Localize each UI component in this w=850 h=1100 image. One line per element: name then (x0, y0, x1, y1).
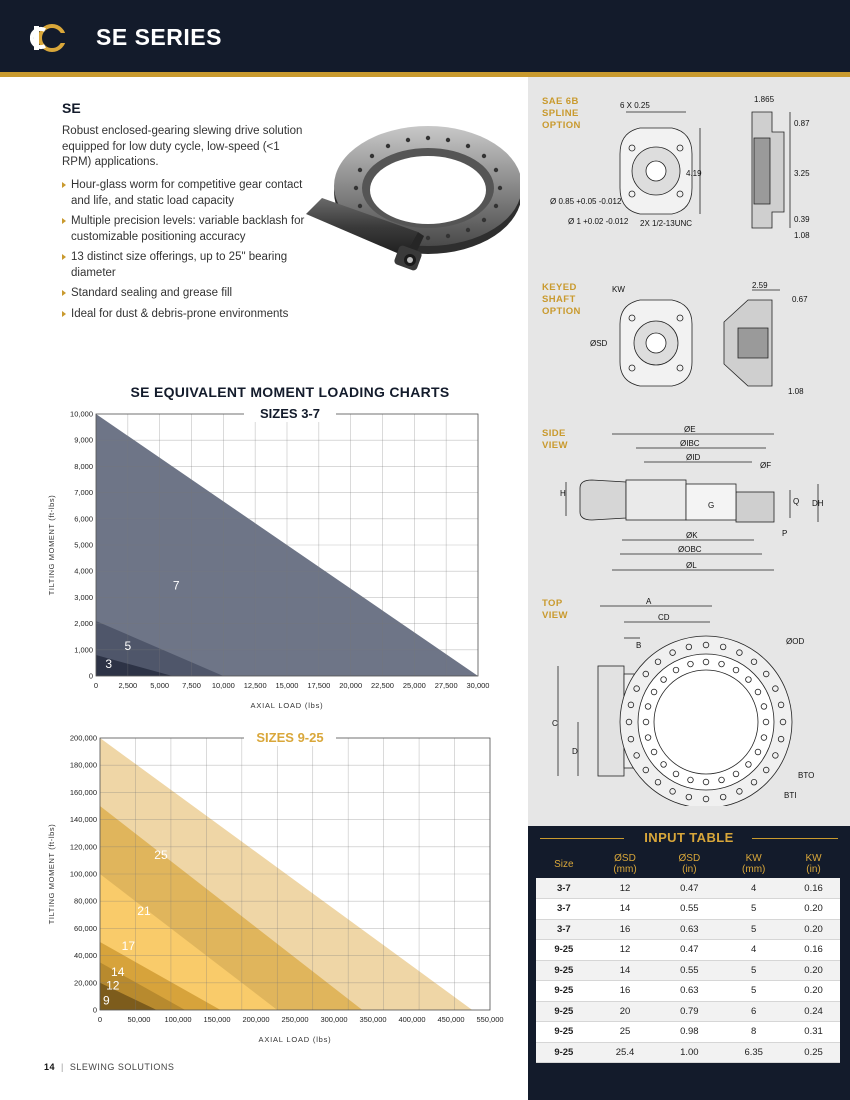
y-tick-label: 7,000 (74, 488, 93, 498)
dim-label: D (572, 747, 578, 756)
table-cell: 5 (720, 960, 787, 981)
table-cell: 9-25 (536, 960, 592, 981)
x-axis-label: AXIAL LOAD (lbs) (258, 1035, 332, 1044)
dim-label: ØIBC (680, 439, 700, 448)
dim-label: 2.59 (752, 281, 768, 290)
table-cell: 6 (720, 1001, 787, 1022)
table-cell: 0.24 (787, 1001, 840, 1022)
table-row (536, 919, 840, 940)
dim-label: ØID (686, 453, 701, 462)
table-row (536, 1001, 840, 1022)
page-number: 14 (44, 1062, 56, 1072)
column-header: KW (in) (805, 853, 822, 875)
spline-option-drawing (540, 92, 845, 242)
table-cell: 0.16 (787, 878, 840, 899)
spline-option-label: SAE 6B SPLINE OPTION (542, 96, 581, 131)
y-tick-label: 180,000 (69, 760, 97, 770)
dim-label: 1.865 (754, 95, 775, 104)
dim-label: 0.67 (792, 295, 808, 304)
dim-label: ØL (686, 561, 697, 570)
chart-title: SIZES 9-25 (256, 730, 324, 745)
dim-label: ØF (760, 461, 772, 470)
dim-label: P (782, 529, 788, 538)
series-label-9: 9 (103, 993, 110, 1008)
table-cell: 0.55 (658, 899, 720, 920)
table-cell: 0.98 (658, 1022, 720, 1043)
table-cell: 8 (720, 1022, 787, 1043)
dim-label: BTI (784, 791, 797, 800)
y-axis-label: TILTING MOMENT (ft-lbs) (47, 823, 56, 925)
table-cell: 0.20 (787, 919, 840, 940)
x-tick-label: 27,500 (434, 681, 458, 690)
dim-label: 0.39 (794, 215, 810, 224)
y-tick-label: 140,000 (69, 815, 97, 825)
column-header: KW (mm) (742, 853, 766, 875)
dim-label: 1.08 (794, 231, 810, 240)
top-view-drawing (540, 596, 845, 806)
page-title: SE SERIES (96, 24, 222, 50)
product-description: Robust enclosed-gearing slewing drive solution equipped for low duty cycle, low-speed (<1 RPM) applications. (62, 125, 303, 168)
y-tick-label: 60,000 (74, 923, 97, 933)
table-cell: 4 (720, 940, 787, 961)
series-label-12: 12 (106, 978, 120, 993)
table-cell: 25 (592, 1022, 659, 1043)
x-tick-label: 400,000 (398, 1015, 426, 1024)
x-tick-label: 15,000 (275, 681, 299, 690)
dim-label: ØOD (786, 637, 805, 646)
y-tick-label: 3,000 (74, 592, 93, 602)
table-cell: 14 (592, 960, 659, 981)
chart-sizes-9-25 (0, 728, 510, 1050)
dim-label: CD (658, 613, 670, 622)
dim-label: BTO (798, 771, 815, 780)
x-tick-label: 30,000 (466, 681, 490, 690)
slewing-drive-image (300, 120, 520, 300)
input-table-title: INPUT TABLE (644, 830, 734, 845)
x-tick-label: 22,500 (371, 681, 394, 690)
column-header: Size (554, 858, 574, 870)
table-cell: 0.63 (658, 919, 720, 940)
x-tick-label: 25,000 (402, 681, 426, 690)
x-tick-label: 200,000 (242, 1015, 270, 1024)
table-cell: 0.16 (787, 940, 840, 961)
dim-label: 6 X 0.25 (620, 101, 650, 110)
table-cell: 3-7 (536, 919, 592, 940)
series-label-14: 14 (111, 965, 125, 979)
dim-label: 3.25 (794, 169, 810, 178)
table-cell: 0.31 (787, 1022, 840, 1043)
x-tick-label: 5,000 (150, 681, 170, 690)
table-cell: 4 (720, 878, 787, 899)
table-cell: 0.25 (787, 1042, 840, 1063)
table-cell: 0.47 (658, 878, 720, 899)
table-row (536, 960, 840, 981)
table-header-row (536, 850, 840, 878)
x-tick-label: 450,000 (437, 1015, 465, 1024)
table-cell: 5 (720, 981, 787, 1002)
footer-section: SLEWING SOLUTIONS (69, 1062, 175, 1072)
dim-label: ØSD (590, 339, 608, 348)
footer-separator: | (61, 1062, 64, 1072)
table-row (536, 899, 840, 920)
x-tick-label: 12,500 (243, 681, 267, 690)
x-tick-label: 350,000 (359, 1015, 387, 1024)
y-tick-label: 10,000 (70, 409, 93, 419)
y-tick-label: 2,000 (74, 619, 93, 629)
feature-item: Standard sealing and grease fill (62, 286, 312, 302)
table-row (536, 1042, 840, 1063)
charts-title: SE EQUIVALENT MOMENT LOADING CHARTS (130, 384, 450, 400)
y-tick-label: 20,000 (74, 978, 97, 988)
y-tick-label: 0 (88, 671, 93, 681)
x-tick-label: 7,500 (182, 681, 201, 690)
x-tick-label: 550,000 (476, 1015, 504, 1024)
side-view-drawing (540, 424, 845, 576)
table-cell: 6.35 (720, 1042, 787, 1063)
table-cell: 12 (592, 940, 659, 961)
series-label-25: 25 (154, 848, 168, 863)
side-view-label: SIDE VIEW (542, 428, 568, 451)
column-header: ØSD (mm) (613, 853, 637, 875)
chart-title: SIZES 3-7 (260, 406, 320, 421)
feature-item: Ideal for dust & debris-prone environments (62, 307, 312, 323)
series-label-7: 7 (172, 578, 180, 593)
series-label-17: 17 (121, 939, 136, 954)
y-tick-label: 8,000 (74, 461, 93, 471)
y-tick-label: 100,000 (69, 869, 97, 879)
table-cell: 0.79 (658, 1001, 720, 1022)
section-label: SE (62, 100, 81, 116)
y-tick-label: 200,000 (69, 733, 97, 743)
x-tick-label: 50,000 (127, 1015, 151, 1024)
y-tick-label: 1,000 (74, 645, 93, 655)
dim-label: Ø 0.85 +0.05 -0.012 (550, 197, 622, 206)
series-label-3: 3 (105, 657, 113, 672)
table-cell: 0.20 (787, 981, 840, 1002)
feature-item: Hour-glass worm for competitive gear contact and life, and static load capacity (62, 178, 312, 209)
x-tick-label: 150,000 (203, 1015, 231, 1024)
series-label-21: 21 (137, 903, 151, 918)
dim-label: Ø 1 +0.02 -0.012 (568, 217, 629, 226)
table-cell: 9-25 (536, 1022, 592, 1043)
x-tick-label: 0 (97, 1015, 103, 1024)
table-cell: 3-7 (536, 899, 592, 920)
table-cell: 5 (720, 899, 787, 920)
page-footer (44, 1062, 174, 1072)
table-cell: 3-7 (536, 878, 592, 899)
table-cell: 16 (592, 981, 659, 1002)
page-header (0, 0, 850, 72)
feature-item: Multiple precision levels: variable backlash for customizable positioning accuracy (62, 214, 312, 245)
top-view-label: TOP VIEW (542, 598, 568, 621)
feature-list (62, 178, 312, 327)
table-cell: 9-25 (536, 1001, 592, 1022)
table-cell: 16 (592, 919, 659, 940)
input-table (536, 850, 840, 1063)
y-tick-label: 160,000 (69, 787, 97, 797)
y-tick-label: 40,000 (74, 951, 97, 961)
series-label-5: 5 (124, 638, 132, 653)
dim-label: A (646, 597, 652, 606)
table-cell: 0.63 (658, 981, 720, 1002)
y-axis-label: TILTING MOMENT (ft-lbs) (47, 494, 56, 596)
dim-label: Q (793, 497, 800, 506)
y-tick-label: 0 (92, 1005, 97, 1015)
table-cell: 1.00 (658, 1042, 720, 1063)
table-cell: 9-25 (536, 940, 592, 961)
table-cell: 14 (592, 899, 659, 920)
table-cell: 0.20 (787, 960, 840, 981)
keyed-shaft-drawing (540, 278, 845, 406)
x-axis-label: AXIAL LOAD (lbs) (250, 701, 324, 710)
dim-label: B (636, 641, 642, 650)
x-tick-label: 2,500 (118, 681, 138, 690)
table-cell: 12 (592, 878, 659, 899)
feature-item: 13 distinct size offerings, up to 25" bearing diameter (62, 250, 312, 281)
y-tick-label: 80,000 (74, 896, 97, 906)
column-header: ØSD (in) (678, 853, 701, 875)
x-tick-label: 0 (93, 681, 99, 690)
dim-label: 0.87 (794, 119, 810, 128)
y-tick-label: 5,000 (74, 540, 93, 550)
dim-label: H (560, 489, 566, 498)
dim-label: 2X 1/2-13UNC (640, 219, 693, 228)
dim-label: 4.19 (686, 169, 702, 178)
table-row (536, 940, 840, 961)
table-row (536, 1022, 840, 1043)
table-cell: 5 (720, 919, 787, 940)
x-tick-label: 300,000 (320, 1015, 348, 1024)
x-tick-label: 20,000 (339, 681, 363, 690)
table-cell: 0.20 (787, 899, 840, 920)
y-tick-label: 120,000 (69, 842, 97, 852)
x-tick-label: 10,000 (211, 681, 235, 690)
table-cell: 0.55 (658, 960, 720, 981)
dim-label: 1.08 (788, 387, 804, 396)
dim-label: G (708, 501, 715, 510)
y-tick-label: 6,000 (74, 514, 93, 524)
x-tick-label: 100,000 (164, 1015, 192, 1024)
dim-label: KW (612, 285, 625, 294)
x-tick-label: 250,000 (281, 1015, 309, 1024)
table-cell: 25.4 (592, 1042, 659, 1063)
dim-label: ØK (686, 531, 698, 540)
y-tick-label: 9,000 (74, 435, 93, 445)
dim-label: DH (812, 499, 824, 508)
table-cell: 0.47 (658, 940, 720, 961)
dim-label: C (552, 719, 558, 728)
chart-sizes-3-7 (0, 404, 500, 716)
dim-label: ØE (684, 425, 696, 434)
table-row (536, 878, 840, 899)
company-logo-icon (30, 22, 70, 54)
y-tick-label: 4,000 (74, 566, 93, 576)
dim-label: ØOBC (678, 545, 702, 554)
table-cell: 20 (592, 1001, 659, 1022)
table-cell: 9-25 (536, 1042, 592, 1063)
x-tick-label: 17,500 (307, 681, 331, 690)
table-cell: 9-25 (536, 981, 592, 1002)
keyed-shaft-label: KEYED SHAFT OPTION (542, 282, 581, 317)
table-row (536, 981, 840, 1002)
